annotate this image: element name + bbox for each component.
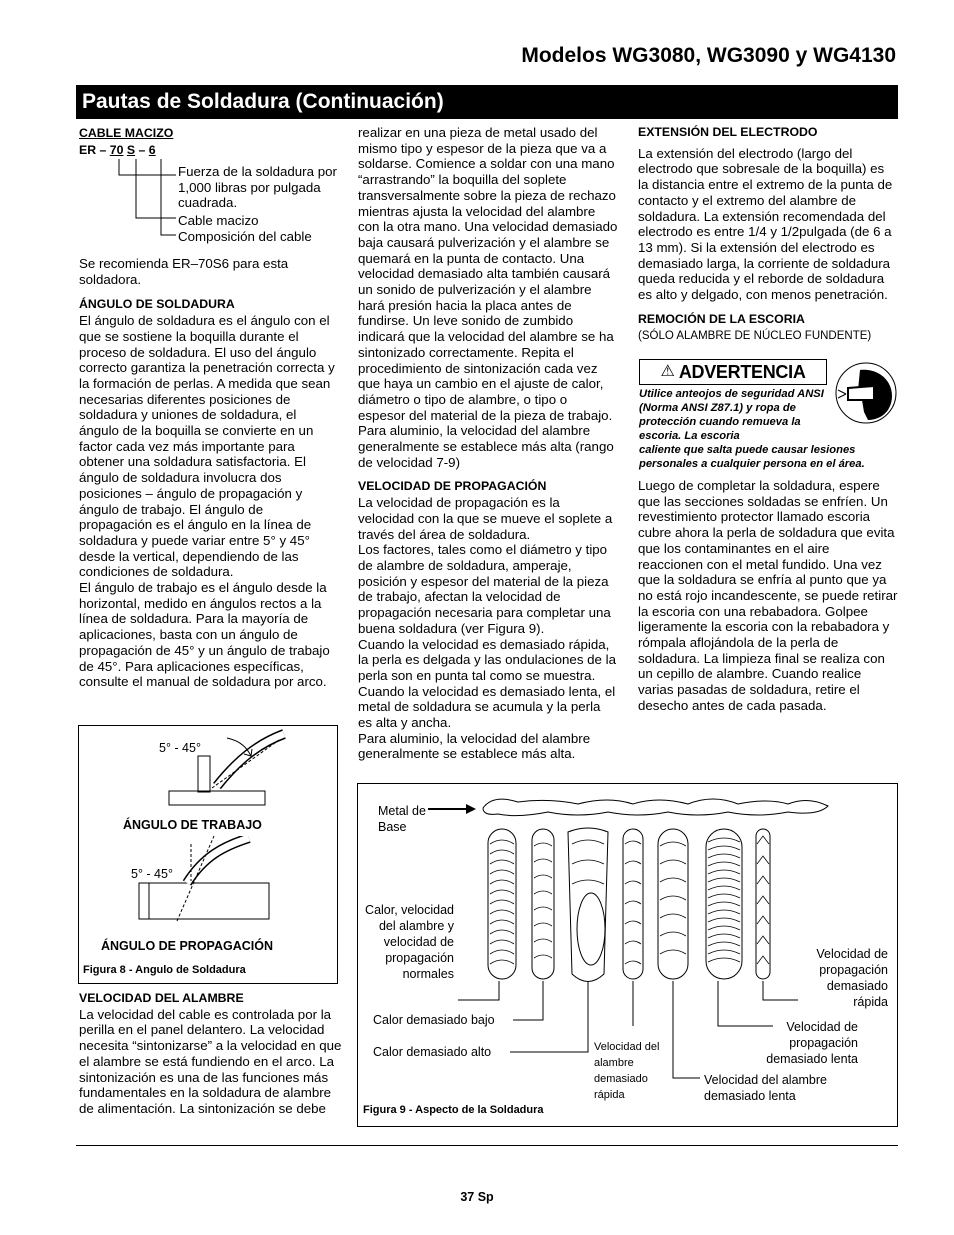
warning-badge <box>639 359 827 385</box>
warning-label: ADVERTENCIA <box>678 361 806 382</box>
column-1-body <box>79 256 339 690</box>
extension-heading: EXTENSIÓN DEL ELECTRODO <box>638 125 818 139</box>
travel-speed-paragraph-1: La velocidad de propagación es la velocidad con la que se mueve el soplete a través del área de soldadura. <box>358 495 613 542</box>
low-heat-label: Calor demasiado bajo <box>373 1013 495 1027</box>
figure-9 <box>357 783 898 1127</box>
slag-subheading: (SÓLO ALAMBRE DE NÚCLEO FUNDENTE) <box>638 330 872 343</box>
base-metal-label: Metal de Base <box>378 804 426 834</box>
tuning-paragraph: realizar en una pieza de metal usado del mismo tipo y espesor de la pieza que va a soldarse. Comience a soldar con una mano “arrastrando” la boquilla del soplete transversalmente sobre la pieza de rechazo mientras ajusta la velocidad del alambre con la otra mano. Una velocidad demasiado baja causará pulverización y el alambre se quemará en la punta de contacto. Una velocidad demasiado alta también causará un sonido de pulverización y el alambre hará presión hacia la placa antes de fundirse. Un leve sonido de zumbido indicará que la velocidad del alambre se ha sintonizado correctamente. Repita el procedimiento de sintonización cada vez que haya un cambio en el ajuste de calor, diámetro o tipo de alambre, o tipo o espesor del material de la pieza de trabajo. Para aluminio, la velocidad del alambre generalmente se establece más alta (rango de velocidad 7-9) <box>358 125 618 470</box>
column-2 <box>358 125 618 762</box>
page-number: 37 Sp <box>460 1190 494 1204</box>
angle-paragraph-2: El ángulo de trabajo es el ángulo desde la horizontal, medido en ángulos rectos a la línea de soldadura. Para la mayoría de aplicaciones, basta con un ángulo de propagación de 45° y un ángulo de trabajo de 45°. Para aplicaciones específicas, consulte el manual de soldadura por arco. <box>79 580 330 690</box>
warning-text-b: caliente que salta puede causar lesiones personales a cualquier persona en el área. <box>639 444 865 470</box>
recommendation-text: Se recomienda ER–70S6 para esta soldadora. <box>79 256 289 287</box>
travel-speed-heading: VELOCIDAD DE PROPAGACIÓN <box>358 479 547 494</box>
figure-9-caption: Figura 9 - Aspecto de la Soldadura <box>363 1104 544 1116</box>
travel-slow-label: Velocidad de propagación demasiado lenta <box>766 1020 858 1066</box>
normal-label: Calor, velocidad del alambre y velocidad de propagación normales <box>365 903 454 981</box>
legend-composition: Composición del cable <box>178 229 312 244</box>
cable-code: ER – 70 S – 6 <box>79 142 156 157</box>
slag-paragraph: Luego de completar la soldadura, espere que las secciones soldadas se enfríen. Un revestimiento protector llamado escoria cubre ahora la perla de soldadura que evita que los contaminantes en el aire reaccionen con el metal fundido. Una vez que la soldadura se enfría al punto que ya no está rojo incandescente, se puede retirar la escoria con una rebabadora. Golpee ligeramente la escoria con la rebabadora y rómpala aflojándola de la perla de soldadura. La limpieza final se realiza con un cepillo de alambre. Cuando realice varias pasadas de soldadura, retire el desecho antes de cada pasada. <box>638 478 898 713</box>
work-angle-label: ÁNGULO DE TRABAJO <box>123 818 262 832</box>
wire-speed-heading: VELOCIDAD DEL ALAMBRE <box>79 991 244 1005</box>
warning-text-a: Utilice anteojos de seguridad ANSI (Norma ANSI Z87.1) y ropa de protección cuando remueva la escoria. La escoria <box>639 388 824 442</box>
travel-speed-paragraph-4: Para aluminio, la velocidad del alambre generalmente se establece más alta. <box>358 730 591 762</box>
high-heat-label: Calor demasiado alto <box>373 1045 492 1059</box>
travel-angle-label: ÁNGULO DE PROPAGACIÓN <box>101 939 273 953</box>
legend-solid-wire: Cable macizo <box>178 213 259 228</box>
cable-code-leader-lines <box>110 155 180 245</box>
travel-speed-paragraph-2: Los factores, tales como el diámetro y tipo de alambre de soldadura, amperaje, posición y espesor del material de la pieza de trabajo, afectan la velocidad de propagación necesaria para completar una buena soldadura (ver Figura 9). <box>358 542 611 636</box>
travel-fast-label: Velocidad de propagación demasiado rápida <box>816 947 888 1009</box>
wire-speed-paragraph: La velocidad del cable es controlada por la perilla en el panel delantero. La velocidad necesita “sintonizarse” a la velocidad en que el alambre se está fundiendo en el arco. La sintonización es una de las funciones más fundamentales en la soldadura de alambre de alimentación. La sintonización se debe <box>79 1006 342 1116</box>
travel-angle-range: 5° - 45° <box>131 867 173 881</box>
column-1 <box>79 126 339 158</box>
column-3 <box>638 125 898 345</box>
cable-heading: CABLE MACIZO <box>79 126 174 140</box>
work-angle-range: 5° - 45° <box>159 741 201 755</box>
travel-angle-illustration <box>79 836 337 926</box>
wire-slow-label: Velocidad del alambre demasiado lenta <box>704 1073 827 1103</box>
section-title: Pautas de Soldadura (Continuación) <box>76 85 898 119</box>
warning-triangle-icon: ⚠ <box>660 363 675 380</box>
figure-8 <box>78 725 338 984</box>
wire-fast-label: Velocidad del alambre demasiado rápida <box>594 1041 660 1101</box>
wire-speed-section <box>79 991 344 1117</box>
extension-paragraph: La extensión del electrodo (largo del electrodo que sobresale de la boquilla) es la distancia entre el extremo de la punta de contacto y el extremo del alambre de soldadura. La extensión recomendada del electrodo es entre 1/4 y 1/2pulgada (de 6 a 13 mm). Si la extensión del electrodo es demasiado larga, la corriente de soldadura queda reducida y el reborde de soldadura es alto y delgado, con menos penetración. <box>638 145 893 303</box>
footer-rule <box>76 1145 898 1146</box>
figure-8-caption: Figura 8 - Angulo de Soldadura <box>83 964 246 976</box>
slag-heading: REMOCIÓN DE LA ESCORIA <box>638 311 805 326</box>
travel-speed-paragraph-3: Cuando la velocidad es demasiado rápida, la perla es delgada y las ondulaciones de la perla son en punta tal como se muestra. Cuando la velocidad es demasiado lenta, el metal de soldadura se acumula y la perla es alta y ancha. <box>358 636 616 731</box>
angle-paragraph-1: El ángulo de soldadura es el ángulo con el que se sostiene la boquilla durante el proceso de soldadura. El uso del ángulo correcto garantiza la penetración correcta y la formación de perlas. A medida que sean necesarias diferentes posiciones de soldadura y uniones de soldadura, el ángulo de la boquilla se convierte en un factor cada vez más importante para obtener una soldadura satisfactoria. El ángulo de soldadura involucra dos posiciones – ángulo de propagación y ángulo de trabajo. El ángulo de propagación es el ángulo en la línea de soldadura y puede variar entre 5° y 45° desde la vertical, dependiendo de las condiciones de soldadura. <box>79 313 335 580</box>
safety-glasses-icon <box>834 360 898 426</box>
legend-strength: Fuerza de la soldadura por 1,000 libras por pulgada cuadrada. <box>178 164 337 211</box>
document-title: Modelos WG3080, WG3090 y WG4130 <box>521 44 896 67</box>
angle-heading: ÁNGULO DE SOLDADURA <box>79 297 235 312</box>
